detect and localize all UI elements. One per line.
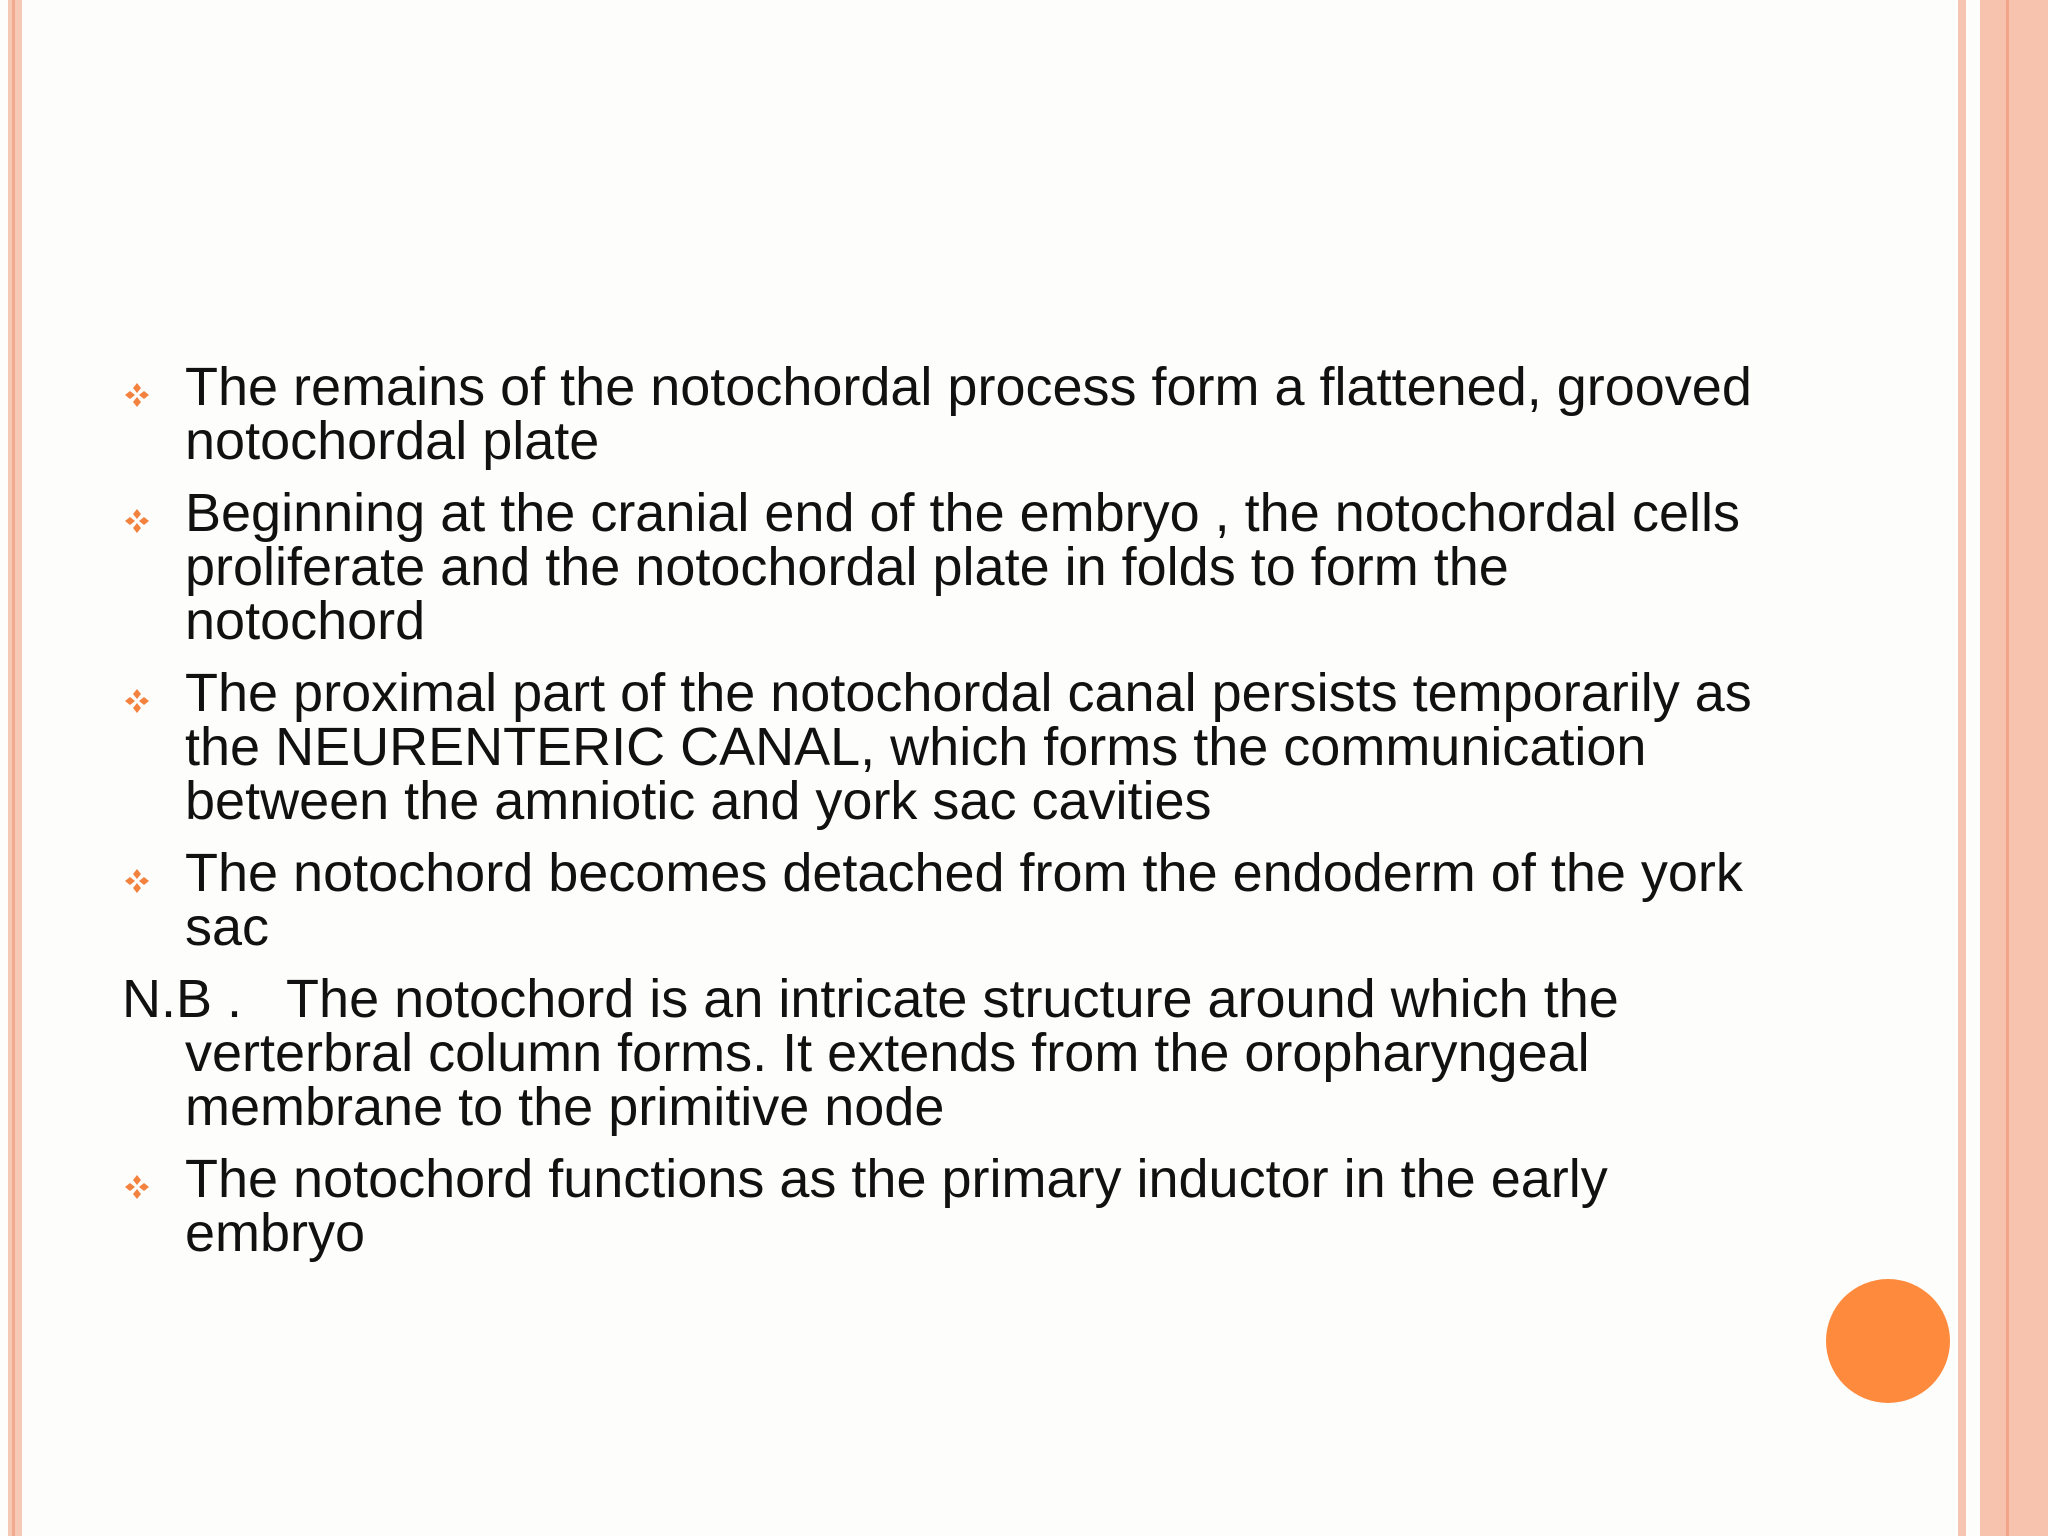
bullet-item — [122, 1149, 1762, 1263]
bullet-text: Beginning at the cranial end of the embryo , the notochordal cells proliferate and the notochordal plate in folds to form the notochord — [185, 483, 1740, 651]
slide-body — [122, 357, 1762, 1278]
right-border-stripe-thin — [1958, 0, 1966, 1536]
four-diamond-bullet-icon — [122, 686, 152, 716]
four-diamond-bullet-icon — [122, 1172, 152, 1202]
four-diamond-bullet-icon — [122, 866, 152, 896]
right-border-stripe-wide — [1980, 0, 2048, 1536]
bullet-text: The notochord functions as the primary inductor in the early embryo — [185, 1149, 1608, 1263]
right-border-line — [2006, 0, 2009, 1536]
decorative-orange-circle — [1826, 1279, 1950, 1403]
four-diamond-bullet-icon — [122, 506, 152, 536]
left-border-stripe — [8, 0, 22, 1536]
bullet-item — [122, 843, 1762, 957]
bullet-item — [122, 663, 1762, 831]
bullet-item — [122, 483, 1762, 651]
bullet-text: The remains of the notochordal process form a flattened, grooved notochordal plate — [185, 357, 1752, 471]
note-paragraph — [122, 969, 1762, 1137]
four-diamond-bullet-icon — [122, 380, 152, 410]
bullet-text: The proximal part of the notochordal canal persists temporarily as the NEURENTERIC CANAL, which forms the communication between the amniotic and york sac cavities — [185, 663, 1752, 831]
bullet-item — [122, 357, 1762, 471]
left-border-line — [12, 0, 15, 1536]
note-text: N.B . The notochord is an intricate structure around which the verterbral column forms. It extends from the oropharyngeal membrane to the primitive node — [122, 969, 1634, 1137]
bullet-text: The notochord becomes detached from the endoderm of the york sac — [185, 843, 1743, 957]
